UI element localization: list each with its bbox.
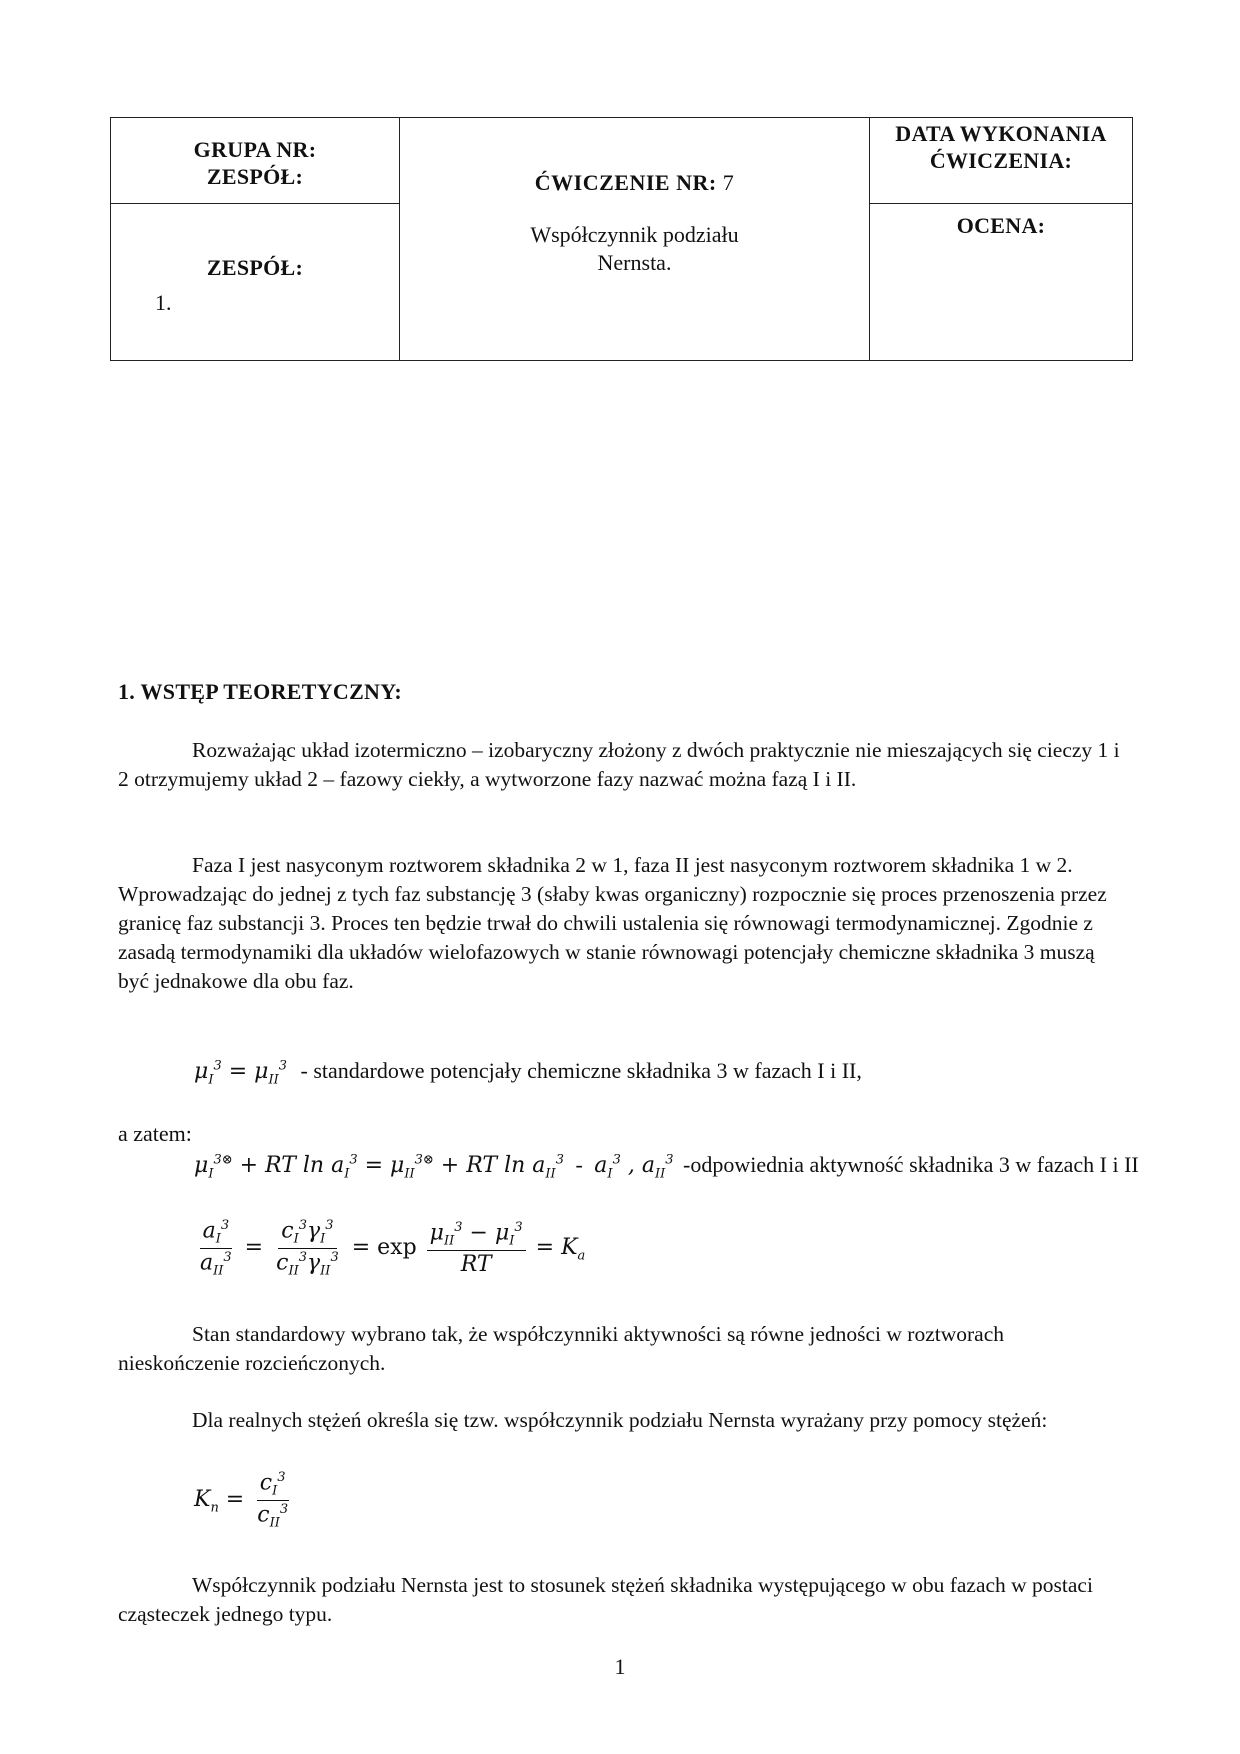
paragraph-4 bbox=[118, 1406, 1128, 1435]
exercise-number: 7 bbox=[722, 170, 735, 195]
eq3-frac-mu: $\frac{\mu_{II}^3 - \mu_I^3}{RT}$ bbox=[427, 1220, 526, 1277]
paragraph-4-text: Dla realnych stężeń określa się tzw. współczynnik podziału Nernsta wyrażany przy pomocy stężeń: bbox=[192, 1408, 1048, 1432]
exercise-title-line2: Nernsta. bbox=[597, 250, 672, 275]
page-number: 1 bbox=[614, 1654, 626, 1679]
eq4-frac: $\frac{c_I^3}{c_{II}^3}$ bbox=[257, 1470, 289, 1531]
eq3-frac-c: $\frac{c_I^3\gamma_I^3}{c_{II}^3\gamma_{II}^3}$ bbox=[276, 1218, 339, 1279]
date-label-line1: DATA WYKONANIA bbox=[895, 121, 1107, 146]
exercise-title bbox=[400, 221, 869, 277]
group-cell bbox=[111, 118, 400, 204]
a-zatem-label: a zatem: bbox=[118, 1121, 192, 1146]
exercise-title-line1: Współczynnik podziału bbox=[530, 222, 739, 247]
paragraph-1-text: Rozważając układ izotermiczno – izobaryczny złożony z dwóch praktycznie nie mieszających się cieczy 1 i 2 otrzymujemy układ 2 – fazowy ciekły, a wytworzone fazy nazwać można fazą I i II. bbox=[118, 738, 1120, 791]
grade-cell bbox=[870, 204, 1133, 361]
eq1-math: $\mu_I^3 = \mu_{II}^3$ bbox=[194, 1058, 288, 1088]
eq2-math: $\mu_I^{3\otimes}$ + RT $\ln a_I^3 = \mu_{II}^{3\otimes}$ + RT $\ln a_{II}^3$ bbox=[194, 1152, 564, 1182]
equation-standard-potentials bbox=[194, 1058, 862, 1087]
eq3-math: $\frac{a_I^3}{a_{II}^3}$ = $\frac{c_I^3\gamma_I^3}{c_{II}^3\gamma_{II}^3}$ = exp $\frac{\mu_{II}^3 - \mu_I^3}{RT}$ = $K_a$ bbox=[194, 1235, 585, 1260]
date-cell bbox=[870, 118, 1133, 204]
grade-label: OCENA: bbox=[956, 213, 1046, 238]
date-label-line2: ĆWICZENIA: bbox=[929, 148, 1073, 173]
paragraph-5-text: Współczynnik podziału Nernsta jest to stosunek stężeń składnika występującego w obu fazach w postaci cząsteczek jednego typu. bbox=[118, 1573, 1093, 1626]
eq4-math: $K_n$ = $\frac{c_I^3}{c_{II}^3}$ bbox=[194, 1487, 294, 1512]
eq2-description: -odpowiednia aktywność składnika 3 w fazach I i II bbox=[683, 1152, 1139, 1177]
exercise-label: ĆWICZENIE NR: bbox=[534, 170, 717, 195]
equation-nernst bbox=[194, 1470, 294, 1530]
exercise-cell bbox=[400, 118, 870, 361]
paragraph-2-text: Faza I jest nasyconym roztworem składnika 2 w 1, faza II jest nasyconym roztworem składnika 1 w 2. Wprowadzając do jednej z tych faz substancję 3 (słaby kwas organiczny) rozpocznie się proces przenoszenia przez granicę faz substancji 3. Proces ten będzie trwał do chwili ustalenia się równowagi termodynamicznej. Zgodnie z zasadą termodynamiki dla układów wielofazowych w stanie równowagi potencjały chemiczne składnika 3 muszą być jednakowe dla obu faz. bbox=[118, 853, 1107, 993]
exercise-label-line bbox=[400, 170, 869, 196]
group-label: GRUPA NR: bbox=[193, 137, 317, 162]
header-table bbox=[110, 117, 1133, 361]
eq2-dash: - bbox=[575, 1152, 583, 1177]
paragraph-1 bbox=[118, 736, 1128, 794]
equation-activity-ratio bbox=[194, 1218, 585, 1278]
equation-chemical-potential bbox=[194, 1152, 1139, 1181]
team-member-1: 1. bbox=[155, 290, 172, 315]
eq1-description: - standardowe potencjały chemiczne składnika 3 w fazach I i II, bbox=[300, 1058, 862, 1083]
paragraph-3 bbox=[118, 1320, 1128, 1378]
paragraph-3-text: Stan standardowy wybrano tak, że współczynniki aktywności są równe jedności w roztworach nieskończenie rozcieńczonych. bbox=[118, 1322, 1005, 1375]
team-cell bbox=[111, 204, 400, 361]
section-heading: 1. WSTĘP TEORETYCZNY: bbox=[118, 679, 403, 704]
eq3-frac-a: $\frac{a_I^3}{a_{II}^3}$ bbox=[200, 1218, 232, 1279]
team-label: ZESPÓŁ: bbox=[206, 255, 304, 280]
eq2-activities: $a_I^3$ , $a_{II}^3$ bbox=[594, 1152, 674, 1182]
team-label-top: ZESPÓŁ: bbox=[206, 164, 304, 189]
paragraph-2 bbox=[118, 851, 1128, 996]
paragraph-5 bbox=[118, 1571, 1128, 1629]
